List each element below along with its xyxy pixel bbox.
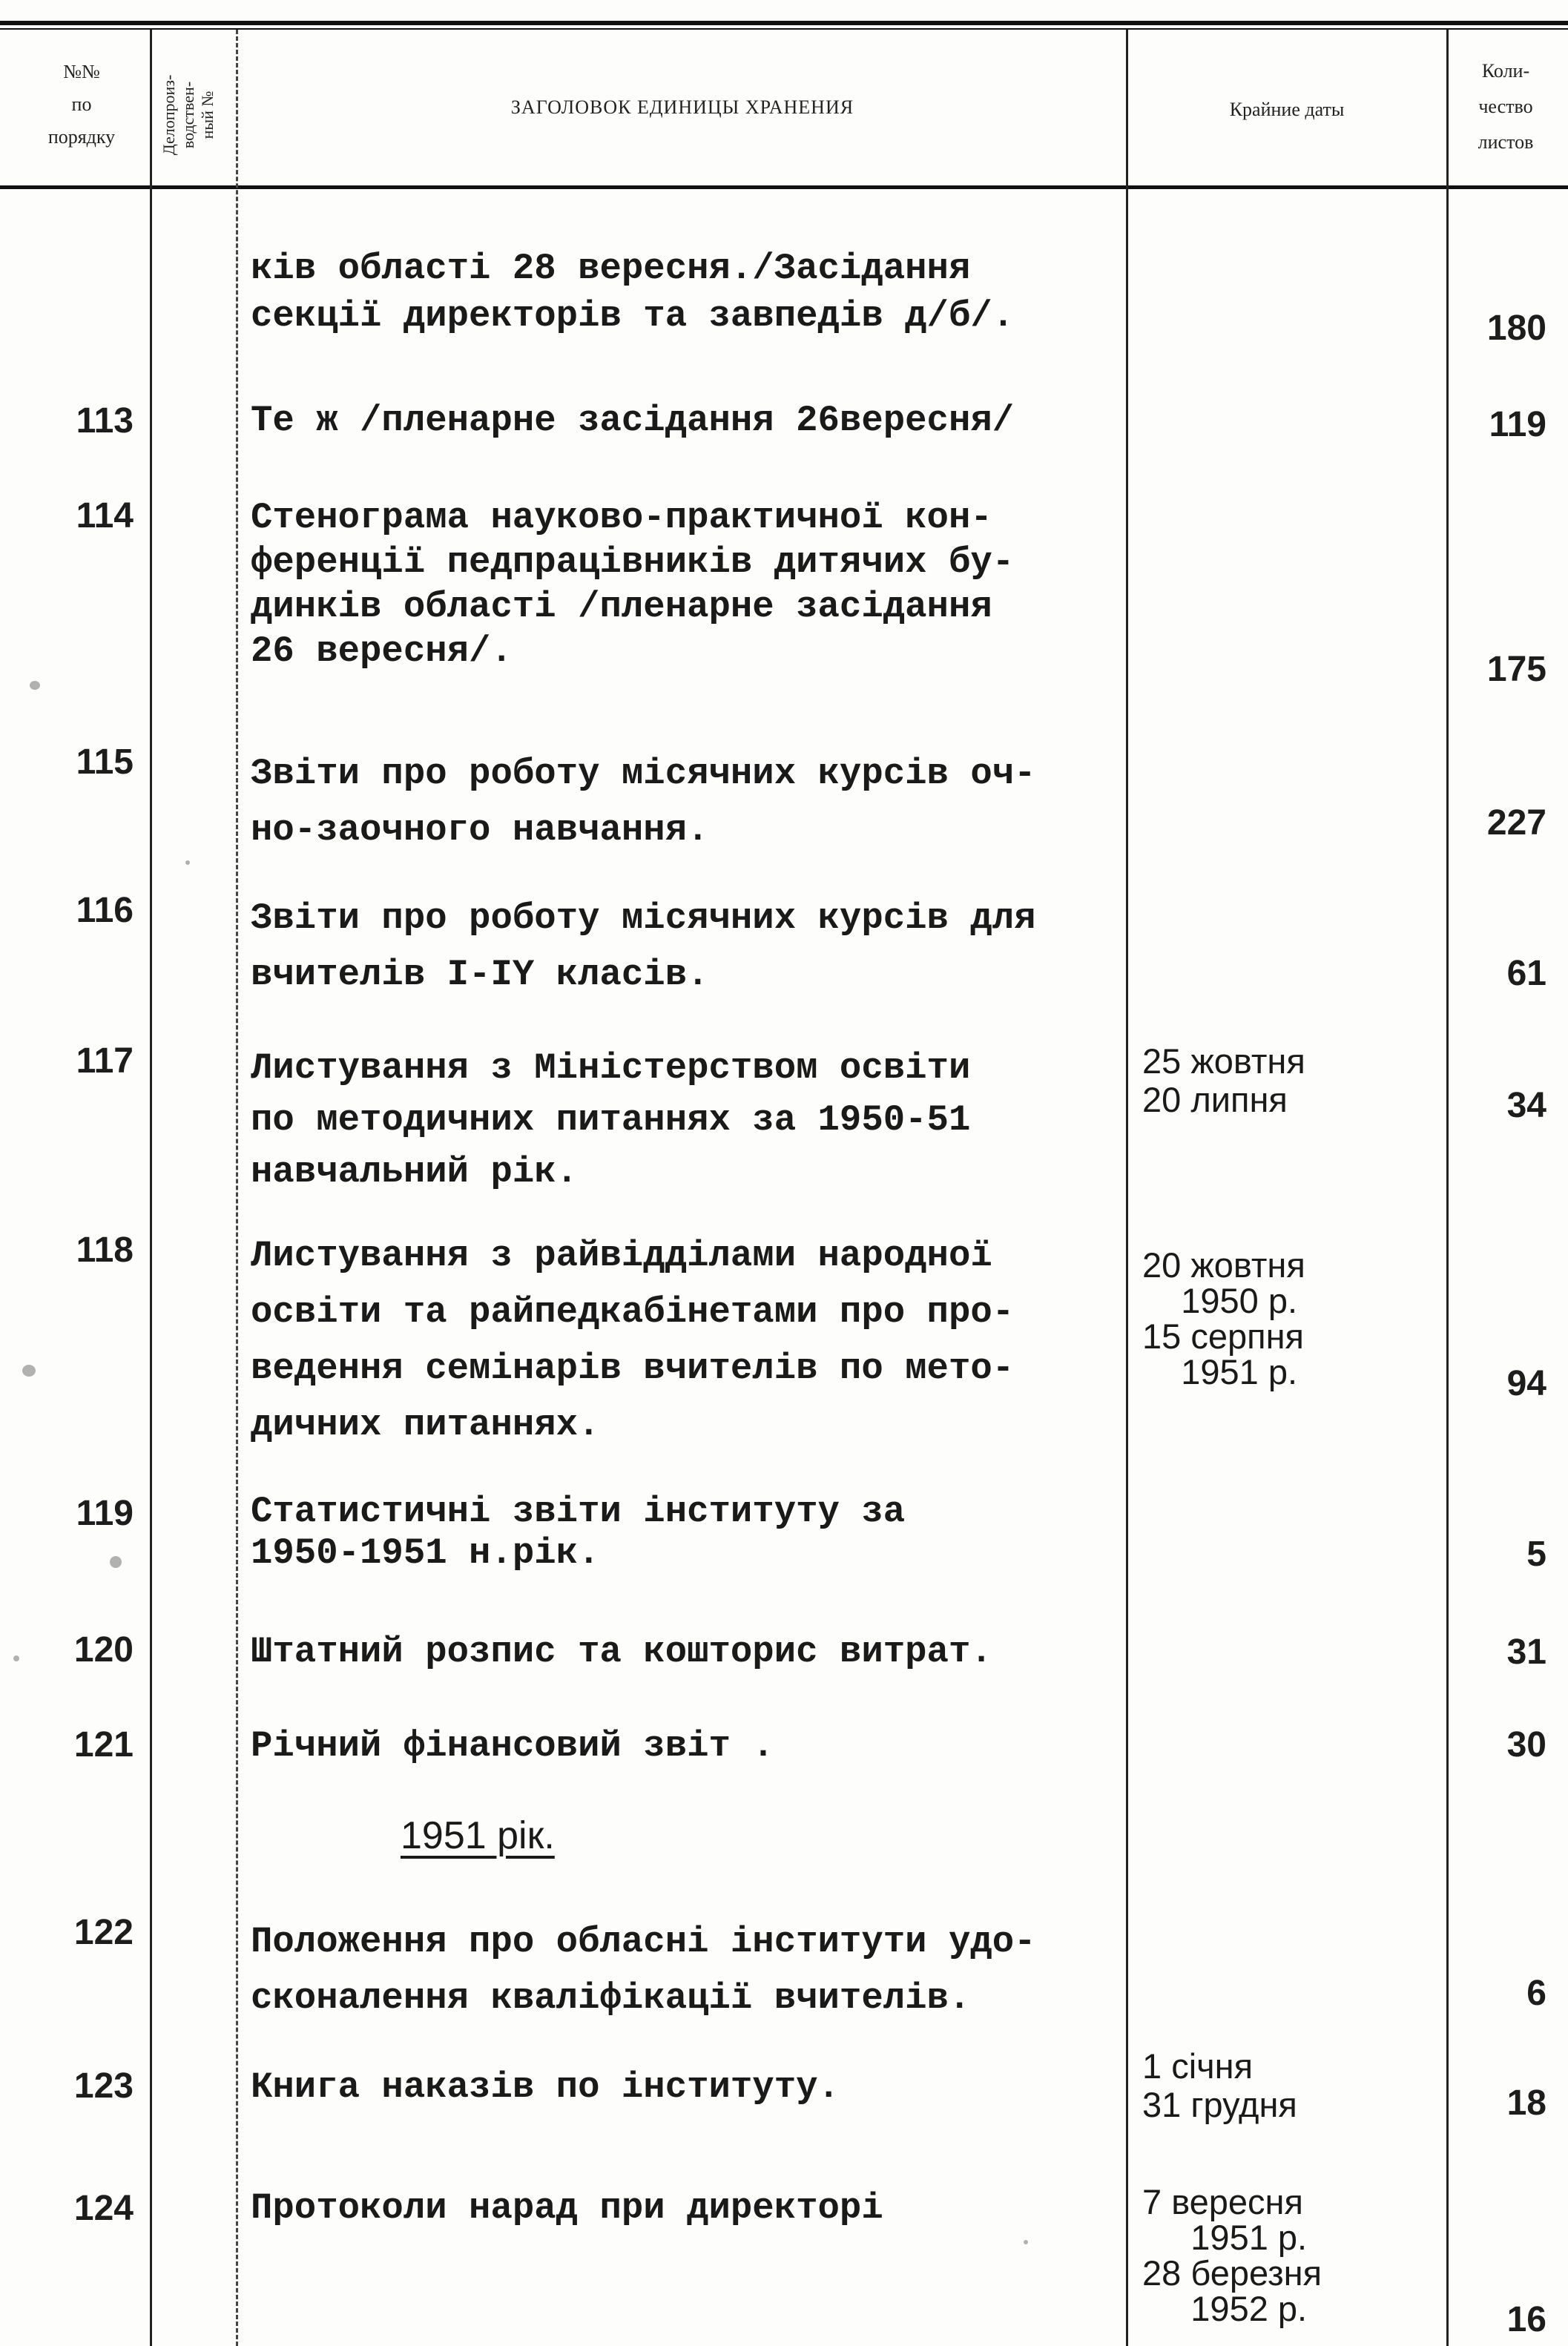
row-12-dates: 7 вересня 1951 р. 28 березня 1952 р. [1142, 2182, 1322, 2328]
row-8-number: 120 [73, 1630, 134, 1670]
row-6-sheets: 94 [1506, 1364, 1546, 1403]
row-11-number: 123 [73, 2066, 134, 2106]
top-rule-thick [0, 21, 1568, 25]
row-10-title: Положення про обласні інститути удо- сконалення кваліфікації вчителів. [251, 1921, 1036, 2019]
row-7-number: 119 [76, 1494, 134, 1533]
column-divider-2 [236, 30, 238, 2346]
row-9-title: Річний фінансовий звіт . [251, 1725, 774, 1767]
row-2-title: Стенограма науково-практичної кон- ференції педпрацівників дитячих бу- динків області /пленарне засідання 26 вересня/. [251, 497, 1015, 672]
row-10-number: 122 [73, 1913, 134, 1952]
row-5-dates: 25 жовтня 20 липня [1142, 1041, 1305, 1119]
row-0-title: ків області 28 вересня./Засідання секції директорів та завпедів д/б/. [251, 248, 1015, 337]
row-6-title: Листування з райвідділами народної освіти та райпедкабінетами про про- ведення семінарів вчителів по мето- дичних питаннях. [251, 1235, 1015, 1446]
row-11-dates: 1 січня 31 грудня [1142, 2046, 1297, 2124]
row-0-sheets: 180 [1486, 309, 1546, 348]
scan-speck [1024, 2240, 1028, 2244]
row-6-number: 118 [76, 1230, 134, 1270]
row-2-number: 114 [76, 496, 134, 536]
row-11-sheets: 18 [1506, 2083, 1546, 2123]
row-4-number: 116 [76, 891, 134, 930]
row-1-title: Те ж /пленарне засідання 26вересня/ [251, 400, 1015, 441]
row-3-sheets: 227 [1486, 803, 1546, 843]
header-col-title: ЗАГОЛОВОК ЕДИНИЦЫ ХРАНЕНИЯ [510, 96, 854, 118]
row-9-number: 121 [73, 1725, 134, 1765]
section-year-heading: 1951 рік. [401, 1814, 555, 1857]
row-8-sheets: 31 [1506, 1632, 1546, 1672]
row-12-sheets: 16 [1506, 2300, 1546, 2339]
row-5-title: Листування з Міністерством освіти по методичних питаннях за 1950-51 навчальний рік. [251, 1047, 971, 1193]
scan-speck [110, 1556, 122, 1568]
scan-speck [30, 681, 40, 690]
row-7-title: Статистичні звіти інституту за 1950-1951 н.рік. [251, 1491, 906, 1574]
row-5-sheets: 34 [1506, 1086, 1546, 1125]
row-7-sheets: 5 [1526, 1535, 1546, 1574]
row-4-title: Звіти про роботу місячних курсів для вчителів I-IY класів. [251, 897, 1036, 995]
scan-speck [185, 860, 190, 865]
row-12-number: 124 [73, 2189, 134, 2228]
row-12-title: Протоколи нарад при директорі [251, 2187, 883, 2229]
row-3-title: Звіти про роботу місячних курсів оч- но-заочного навчання. [251, 753, 1036, 851]
scan-speck [22, 1365, 36, 1377]
header-col-sheets: Коли- чество листов [1478, 60, 1534, 153]
row-10-sheets: 6 [1526, 1974, 1546, 2013]
row-8-title: Штатний розпис та кошторис витрат. [251, 1631, 992, 1673]
column-divider-1 [150, 30, 152, 2346]
scan-speck [13, 1655, 19, 1661]
header-col-office: Делопроиз- водствен- ный № [159, 74, 217, 156]
row-3-number: 115 [76, 742, 134, 782]
row-1-number: 113 [76, 401, 134, 441]
header-col-number: №№ по порядку [47, 61, 116, 148]
row-2-sheets: 175 [1486, 650, 1546, 689]
row-1-sheets: 119 [1489, 405, 1546, 444]
row-4-sheets: 61 [1506, 954, 1546, 993]
row-11-title: Книга наказів по інституту. [251, 2066, 840, 2108]
row-9-sheets: 30 [1506, 1725, 1546, 1765]
row-5-number: 117 [76, 1041, 134, 1081]
header-col-dates: Крайние даты [1229, 99, 1345, 120]
row-6-dates: 20 жовтня 1950 р. 15 серпня 1951 р. [1142, 1245, 1305, 1391]
